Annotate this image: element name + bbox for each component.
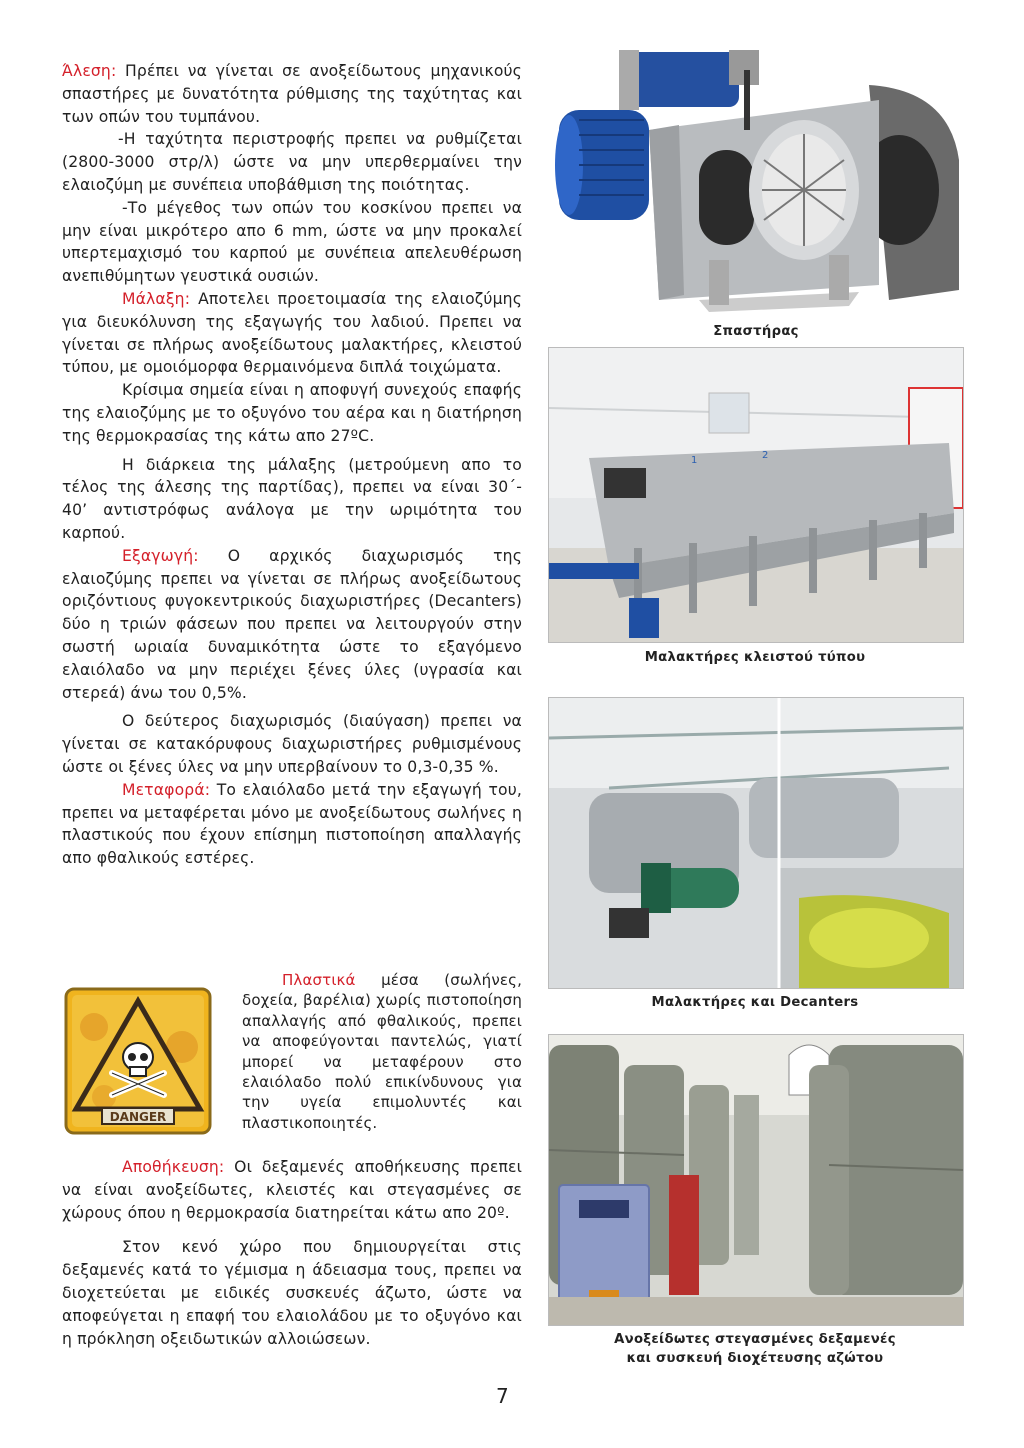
paragraph-malax-critical: Κρίσιμα σημεία είναι η αποφυγή συνεχούς επαφής της ελαιοζύμης με το οξυγόνο του αέρα και η διατήρηση της θερμοκρασίας της κάτω απο 27ºC. (62, 381, 522, 445)
paragraph-plastic: Πλαστικά μέσα (σωλήνες, δοχεία, βαρέλια) χωρίς πιστοποίηση απαλλαγής από φθαλικούς, πρεπει να αποφεύγονται παντελώς, γιατί μπορεί να μεταφέρουν στο ελαιόλαδο πολύ επικίνδυνους για την υγεία επιμολυντές και πλαστικοποιητές. (242, 971, 522, 1132)
svg-text:1: 1 (691, 455, 698, 466)
caption-decanters: Μαλακτήρες και Decanters (651, 995, 859, 1010)
paragraph-extract-second: Ο δεύτερος διαχωρισμός (διαύγαση) πρεπει να γίνεται σε κατακόρυφους διαχωριστήρες ρυθμισμένους ώστε οι ξένες ύλες να μην υπερβαίνουν το 0,3-0,35 %. (62, 712, 522, 776)
caption-tanks-line1: Ανοξείδωτες στεγασμένες δεξαμενές (614, 1332, 896, 1347)
page-number: 7 (496, 1384, 509, 1408)
crusher-photo (549, 30, 963, 320)
heading-plastic: Πλαστικά (282, 971, 356, 989)
text-plastic (242, 970, 522, 1133)
paragraph-malax: Μάλαξη: Αποτελει προετοιμασία της ελαιοζύμης για διευκόλυνση της εξαγωγής του λαδιού. Πρεπει να γίνεται σε πλήρως ανοξείδωτους μαλακτήρες, κλειστού τύπου, με ομοιόμορφα θερμαινόμενα διπλά τοιχώματα. (62, 289, 522, 377)
paragraph-storage-nitrogen: Στον κενό χώρο που δημιουργείται στις δεξαμενές κατά το γέμισμα η άδειασμα τους, πρεπει να διοχετεύεται με ειδικές συσκευές άζωτο, ώστε να αποφεύγεται η επαφή του ελαιολάδου με το οξυγόνο και η πρόκληση οξειδωτικών αλλοιώσεων. (62, 1238, 522, 1348)
paragraph-alesh-speed: -Η ταχύτητα περιστροφής πρεπει να ρυθμίζεται (2800-3000 στρ/λ) ώστε να μην υπερθερμαίνει την ελαιοζύμη με συνέπεια υποβάθμιση της ποιότητας. (62, 130, 522, 194)
svg-text:2: 2 (762, 450, 769, 461)
text-column-lower (62, 1156, 522, 1350)
paragraph-transport: Μεταφορά: Το ελαιόλαδο μετά την εξαγωγή του, πρεπει να μεταφέρεται μόνο με ανοξείδωτους σωλήνες η πλαστικούς που έχουν επίσημη πιστοποίηση απαλλαγής απο φθαλικούς εστέρες. (62, 780, 522, 868)
danger-sign-image (64, 987, 212, 1135)
skull-warning-icon (64, 987, 212, 1135)
danger-sign-label: DANGER (109, 1110, 167, 1124)
paragraph-extract: Εξαγωγή: Ο αρχικός διαχωρισμός της ελαιοζύμης πρεπει να γίνεται σε πλήρως ανοξείδωτους οριζόντιους φυγοκεντρικούς διαχωριστήρες (Decanters) δύο η τριών φάσεων που πρεπει να λειτουργούν στην σωστή ωριαία δυναμικότητα ώστε το εξαγόμενο ελαιόλαδο να μην περιέχει ξένες ύλες (υγρασία και στερεά) άνω του 0,5%. (62, 546, 522, 702)
caption-tanks (548, 1330, 962, 1368)
decanters-photo (548, 697, 964, 989)
caption-tanks-line2: και συσκευή διοχέτευσης αζώτου (626, 1351, 884, 1366)
paragraph-alesh-holes: -Το μέγεθος των οπών του κοσκίνου πρεπει να μην είναι μικρότερο απο 6 mm, ώστε να μην προκαλεί υπερτεμαχισμό του καρπού με συνέπεια απελευθέρωση ανεπιθύμητων γευστικά ουσιών. (62, 198, 522, 286)
tanks-photo (548, 1034, 964, 1326)
heading-extract: Εξαγωγή: (122, 546, 199, 565)
paragraph-malax-duration: Η διάρκεια της μάλαξης (μετρούμενη απο το τέλος της άλεσης της παρτίδας), πρεπει να είναι 30΄- 40’ αντιστρόφως ανάλογα με την ωριμότητα του καρπού. (62, 455, 522, 542)
paragraph-alesh: Άλεση: Πρέπει να γίνεται σε ανοξείδωτους μηχανικούς σπαστήρες με δυνατότητα ρύθμισης της ταχύτητας και των οπών του τυμπάνου. (62, 62, 522, 126)
text-column-upper (62, 60, 522, 870)
heading-malax: Μάλαξη: (122, 289, 191, 308)
caption-malaxers: Μαλακτήρες κλειστού τύπου (644, 650, 866, 665)
malaxers-photo (548, 347, 964, 643)
heading-alesh: Άλεση: (62, 62, 117, 80)
caption-crusher: Σπαστήρας (713, 324, 799, 339)
paragraph-storage: Αποθήκευση: Οι δεξαμενές αποθήκευσης πρεπει να είναι ανοξείδωτες, κλειστές και στεγασμένες σε χώρους όπου η θερμοκρασία διατηρείται κάτω απο 20º. (62, 1158, 522, 1222)
heading-storage: Αποθήκευση: (122, 1158, 225, 1176)
heading-transport: Μεταφορά: (122, 780, 211, 799)
